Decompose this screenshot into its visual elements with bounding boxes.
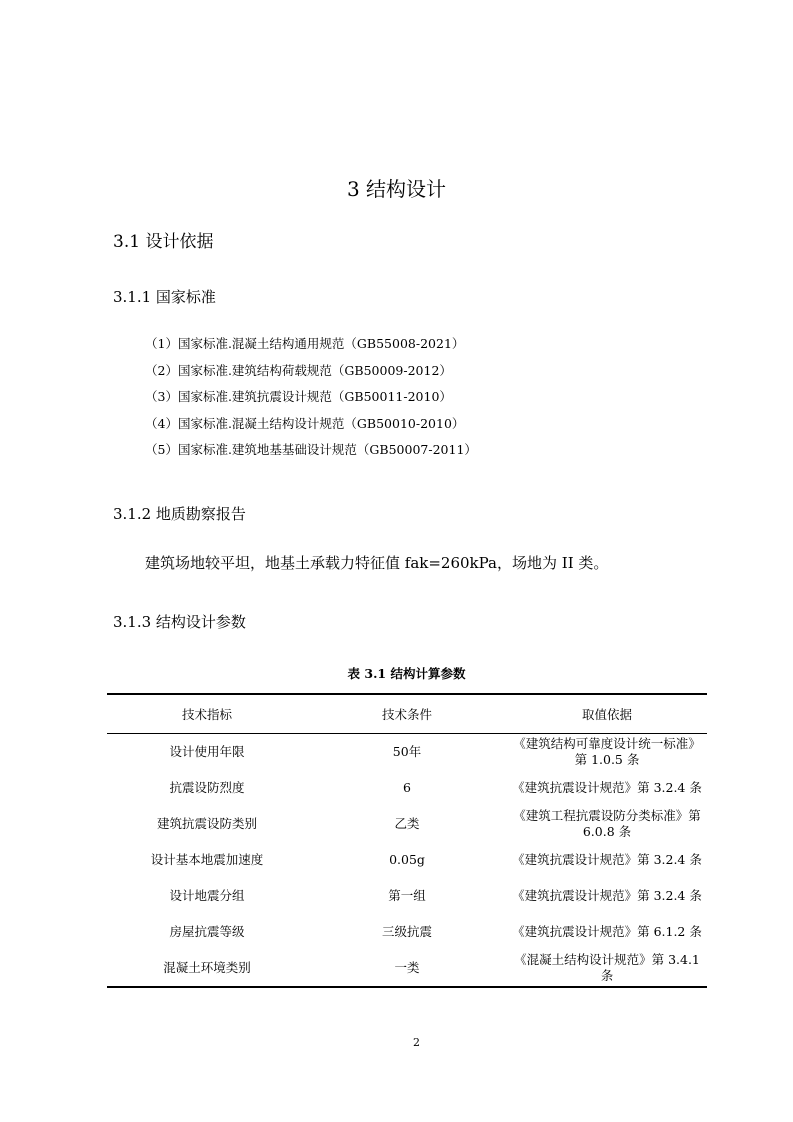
- chapter-title: 3 结构设计: [346, 177, 447, 201]
- table-row: [107, 878, 707, 914]
- cell-item: 抗震设防烈度: [169, 780, 245, 795]
- cell-item: 混凝土环境类别: [107, 950, 307, 987]
- list-item: （5）国家标准.建筑地基基础设计规范（GB50007-2011）: [145, 442, 477, 457]
- subsection-heading-design-params: 3.1.3 结构设计参数: [113, 613, 246, 631]
- cell-basis: 《建筑工程抗震设防分类标准》第 6.0.8 条: [513, 808, 701, 839]
- cell-condition: 一类: [307, 950, 507, 987]
- cell-condition: 第一组: [388, 888, 426, 903]
- cell-basis: 《混凝土结构设计规范》第 3.4.1 条: [507, 950, 707, 987]
- table-row: [107, 950, 707, 987]
- cell-condition: 6: [403, 780, 411, 795]
- geo-report-paragraph: 建筑场地较平坦，地基土承载力特征值 fak=260kPa，场地为 II 类。: [145, 554, 609, 572]
- cell-item: 设计使用年限: [169, 744, 245, 759]
- column-header-condition: 技术条件: [307, 694, 507, 734]
- list-item: （2）国家标准.建筑结构荷载规范（GB50009-2012）: [145, 362, 452, 378]
- cell-condition: 三级抗震: [381, 924, 432, 939]
- cell-condition: 50年: [392, 744, 422, 759]
- table-header-row: [107, 694, 707, 734]
- subsection-heading-national-standards: 3.1.1 国家标准: [113, 288, 216, 306]
- cell-basis: 《建筑抗震设计规范》第 3.2.4 条: [512, 852, 702, 867]
- table-row: [107, 770, 707, 806]
- list-item: （3）国家标准.建筑抗震设计规范（GB50011-2010）: [145, 389, 452, 404]
- table-row: [107, 806, 707, 842]
- standards-list: [145, 336, 477, 469]
- table-caption: 表 3.1 结构计算参数: [347, 666, 466, 681]
- table-row: [107, 914, 707, 950]
- column-header-basis: 取值依据: [507, 694, 707, 734]
- cell-basis: 《建筑抗震设计规范》第 3.2.4 条: [512, 780, 702, 795]
- page-number: 2: [413, 1036, 420, 1049]
- cell-item: 建筑抗震设防类别: [156, 816, 257, 831]
- column-header-item: 技术指标: [107, 694, 307, 734]
- cell-basis: 《建筑抗震设计规范》第 3.2.4 条: [512, 888, 702, 903]
- cell-item: 设计地震分组: [169, 888, 245, 903]
- cell-condition: 0.05g: [389, 852, 425, 867]
- subsection-heading-geo-report: 3.1.2 地质勘察报告: [113, 505, 246, 523]
- list-item: （1）国家标准.混凝土结构通用规范（GB55008-2021）: [145, 336, 465, 351]
- cell-basis: 《建筑结构可靠度设计统一标准》第 1.0.5 条: [513, 736, 701, 767]
- cell-item: 房屋抗震等级: [169, 924, 245, 939]
- list-item: （4）国家标准.混凝土结构设计规范（GB50010-2010）: [145, 415, 465, 431]
- cell-item: 设计基本地震加速度: [150, 852, 264, 867]
- cell-basis: 《建筑抗震设计规范》第 6.1.2 条: [512, 924, 702, 939]
- table-row: [107, 842, 707, 878]
- section-heading: 3.1 设计依据: [113, 232, 214, 252]
- cell-condition: 乙类: [394, 816, 420, 831]
- parameters-table: [107, 693, 707, 988]
- table-row: [107, 734, 707, 771]
